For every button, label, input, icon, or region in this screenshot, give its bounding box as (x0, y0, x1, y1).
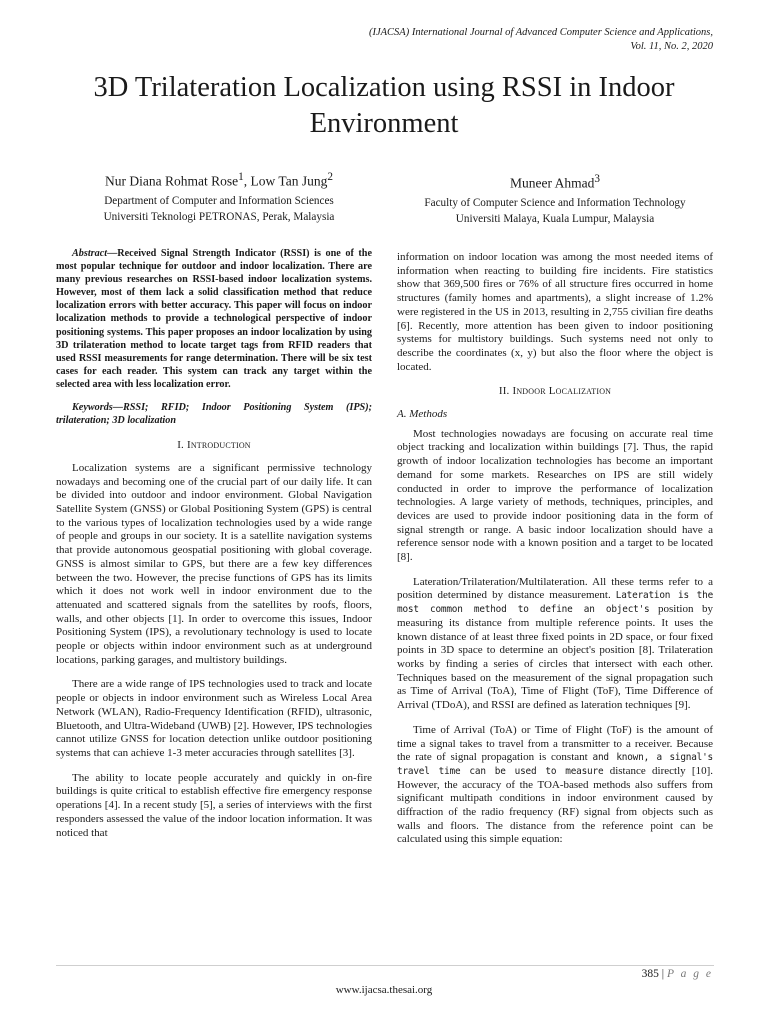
section-heading-introduction: I. Introduction (177, 439, 251, 452)
methods-paragraph-2: Lateration/Trilateration/Multilateration. All these terms refer to a position determined by distance measurement. Lateration is the most common method to define an object's position by measuring its distance from multiple reference points. It uses the known distance of at least three fixed points in 2D space, or four fixed points in 3D space to determine an object's position [8]. Trilateration works by finding a series of circles that intersect with each other. Techniques based on the measurement of the signal propagation such as Time of Arrival (ToA), Time of Flight (ToF), Time Difference of Arrival (TDoA), and RSSI are defined as lateration techniques [9]. (397, 575, 714, 712)
right-paragraph-1: information on indoor location was among the most needed items of information when reacting to building fire incidents. Fire statistics show that 369,500 fires or 76% of all structure fires occurred in home structures (family homes and apartments), a slight increase of 1.2% were registered in the US in 2013, resulting in 2,755 civilian fire deaths [6]. Recently, more attention has been given to indoor positioning systems for multistory buildings. Such systems need not only to describe the coordinates (x, y) but also the floor where the object is located. (397, 251, 713, 373)
author-block-left (50, 168, 388, 225)
section-heading-indoor-localization: II. Indoor Localization (498, 385, 612, 398)
intro-paragraph-2: There are a wide range of IPS technologies used to track and locate people or objects in indoor environment such as Wireless Local Area Network (WLAN), Radio-Frequency Identification (RFID), ultrasonic, Bluetooth, and Ultra-Wideband (UWB) [2]. However, IPS technologies cannot utilize GNSS for location detection unlike outdoor positioning systems that can achieve 1-3 meter accuracies through satellites [3]. (56, 678, 372, 759)
methods-paragraph-1: Most technologies nowadays are focusing on accurate real time object tracking and localization within buildings [7]. Thus, the rapid growth of indoor localization technologies has become an important demand for some markets. Researches on IPS are still widely conducted in order to improve the performance of localization technologies. A large variety of methods, techniques, principles, and devices are used to provide indoor positioning data in the form of signal strength or range. A basic indoor localization should have a reference sensor node with a known position and a target to be located [8]. (397, 427, 713, 564)
footer-rule (56, 965, 714, 966)
right-column (397, 251, 713, 858)
page-number: 385 | P a g e (641, 968, 713, 980)
keywords: Keywords—RSSI; RFID; Indoor Positioning System (IPS); trilateration; 3D localization (56, 402, 372, 427)
running-header (369, 26, 713, 54)
affiliation-faculty: Faculty of Computer Science and Information Technology (424, 196, 686, 209)
journal-volume: Vol. 11, No. 2, 2020 (630, 41, 713, 52)
intro-paragraph-3: The ability to locate people accurately and quickly in on-fire buildings is quite critical to establish effective fire emergency response operations [4]. In a recent study [5], a series of interviews with the first responders assessed the value of the indoor location information. It was noticed that (56, 771, 372, 839)
journal-name: (IJACSA) International Journal of Advanced Computer Science and Applications, (368, 27, 713, 38)
left-column (56, 247, 372, 851)
affiliation-dept: Department of Computer and Information Sciences (104, 194, 334, 207)
methods-paragraph-3: Time of Arrival (ToA) or Time of Flight (ToF) is the amount of time a signal takes to travel from a transmitter to a receiver. Because the rate of signal propagation is constant and known, a signal's travel time can be used to measure distance directly [10]. However, the accuracy of the TOA-based methods also suffers from significant multipath conditions in indoor environment caused by diffraction of the radio frequency (RF) signal from objects such as walls and floors. The distance from the reference point can be calculated using this simple equation: (397, 723, 713, 846)
subsection-heading-methods: A. Methods (397, 408, 448, 421)
paper-title: 3D Trilateration Localization using RSSI in Indoor Environment (93, 72, 675, 139)
intro-paragraph-1: Localization systems are a significant permissive technology nowadays and becoming one of the crucial part of our daily life. It can be divided into outdoor and indoor environment. Global Navigation Satellite System (GNSS) or Global Positioning System (GPS) is central to the various types of localization technologies used by a wide range of people and groups in our society. It is a satellite navigation systems that provide autonomous geospatial positioning with global coverage. GNSS is almost similar to GPS, but there are a few key differences between the two. However, the precise functions of GPS has its limits which it does not work well in indoor environment due to the attenuated and scattered signals from the satellites by roofs, floors, walls, and other objects [1]. In order to overcome this issues, Indoor Positioning System (IPS), a revolutionary technology is used to locate people or objects within indoor environment such as at underground locations, parking garages, and multistory buildings. (56, 461, 372, 666)
author-block-right (390, 170, 720, 227)
abstract: Abstract—Received Signal Strength Indicator (RSSI) is one of the most popular technique for outdoor and indoor localization. There are many previous researches on RSSI-based indoor localization systems. However, most of them lack a solid classification method that reduce localization errors with better accuracy. This paper will focus on indoor localization methods to provide a technological perspective of indoor positioning systems. This paper proposes an indoor localization by using 3D trilateration method to locate target tags from RFID readers that used RSSI measurements for range determination. There will be six test cases for each reader. This system can track any target within the selected area with less localization error. (56, 248, 372, 390)
author-names-left: Nur Diana Rohmat Rose$^1$, Low Tan Jung$^2$ (105, 171, 333, 189)
author-name-right: Muneer Ahmad$^3$ (510, 173, 600, 191)
affiliation-univ-right: Universiti Malaya, Kuala Lumpur, Malaysia (455, 212, 655, 225)
affiliation-univ: Universiti Teknologi PETRONAS, Perak, Malaysia (103, 210, 335, 223)
journal-website: www.ijacsa.thesai.org (335, 984, 433, 996)
